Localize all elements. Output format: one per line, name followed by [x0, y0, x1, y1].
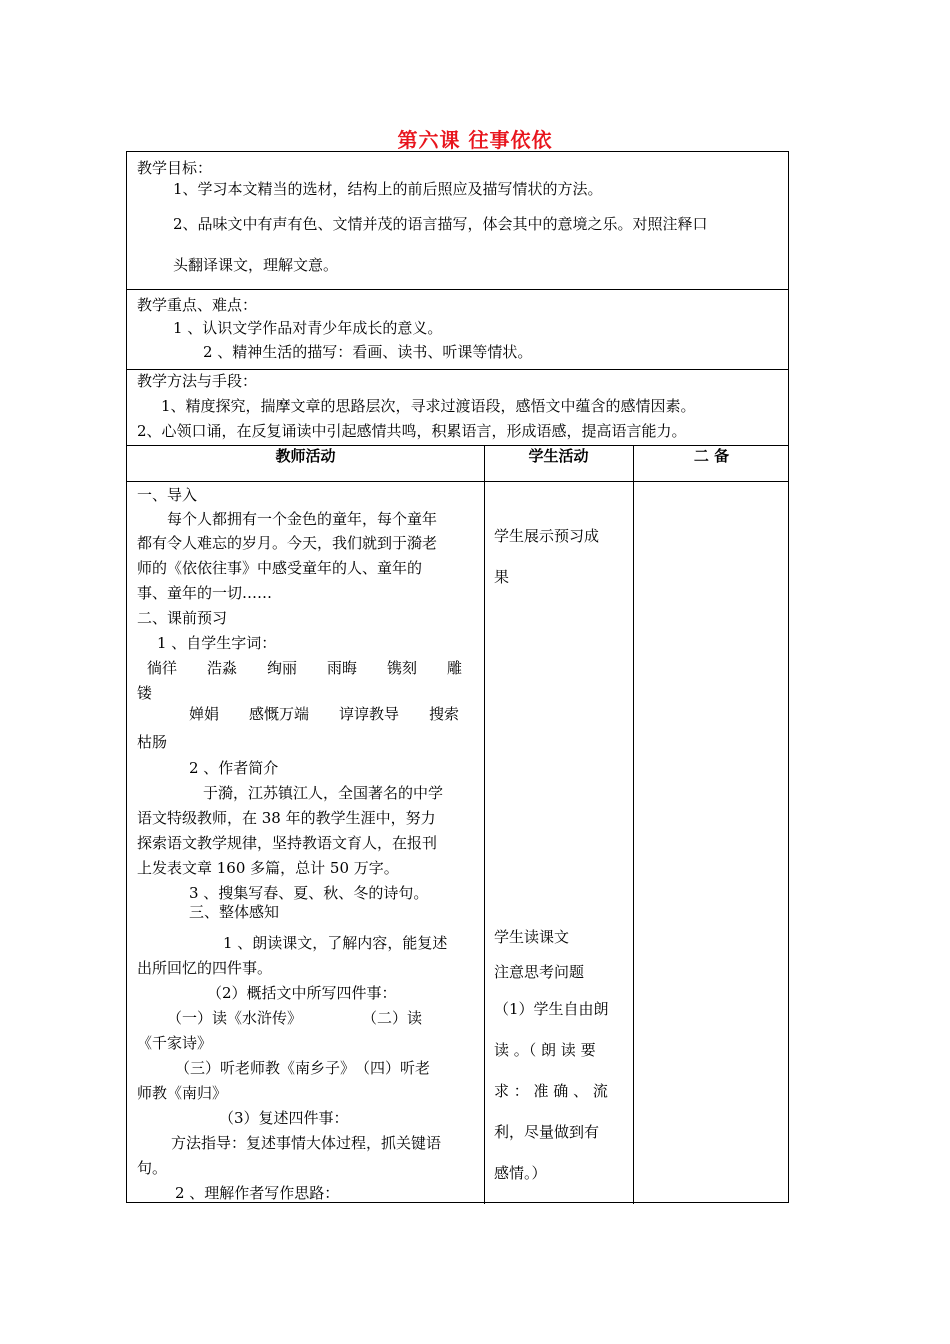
teacher-line: 婵娟 感慨万端 谆谆教导 搜索	[189, 705, 460, 723]
teacher-line: 探索语文教学规律，坚持教语文育人，在报刊	[137, 834, 438, 852]
teacher-line: 徜徉 浩淼 绚丽 雨晦 镌刻 雕	[147, 659, 463, 677]
student-line: 学生读课文	[494, 928, 570, 946]
teacher-line: 三、整体感知	[189, 903, 280, 921]
teacher-line: 上发表文章 160 多篇，总计 50 万字。	[137, 859, 399, 877]
objective-item-2-line-1: 2、品味文中有声有色、文情并茂的语言描写，体会其中的意境之乐。对照注释口	[173, 215, 708, 233]
teacher-line: 出所回忆的四件事。	[137, 959, 273, 977]
student-line: （1）学生自由朗	[494, 1000, 609, 1018]
row-divider	[127, 289, 788, 290]
teacher-line: 师的《依依往事》中感受童年的人、童年的	[137, 559, 423, 577]
student-line: 利，尽量做到有	[494, 1123, 600, 1141]
notes-header: 二 备	[693, 447, 730, 465]
methods-heading: 教学方法与手段：	[137, 372, 258, 390]
row-divider	[127, 369, 788, 370]
teacher-line: 语文特级教师，在 38 年的教学生涯中，努力	[137, 809, 436, 827]
teacher-activity-header: 教师活动	[275, 447, 336, 465]
teacher-line: 方法指导：复述事情大体过程，抓关键语	[171, 1134, 442, 1152]
key-point-item-1: 1 、认识文学作品对青少年成长的意义。	[173, 319, 443, 337]
teacher-line: 1 、朗读课文，了解内容，能复述	[223, 934, 448, 952]
teacher-line: （一）读《水浒传》 （二）读	[167, 1009, 423, 1027]
teacher-line: 都有令人难忘的岁月。今天，我们就到于漪老	[137, 534, 438, 552]
teacher-line: 二、课前预习	[137, 609, 228, 627]
teacher-line: 1 、自学生字词：	[157, 634, 277, 652]
teacher-line: 师教《南归》	[137, 1084, 228, 1102]
teacher-line: 3 、搜集写春、夏、秋、冬的诗句。	[189, 884, 429, 902]
key-point-item-2: 2 、精神生活的描写：看画、读书、听课等情状。	[203, 343, 533, 361]
student-line: 感情。）	[494, 1164, 547, 1182]
key-points-heading: 教学重点、难点：	[137, 296, 258, 314]
method-item-2: 2、心领口诵，在反复诵读中引起感情共鸣，积累语言，形成语感，提高语言能力。	[137, 422, 687, 440]
teacher-line: 《千家诗》	[137, 1034, 213, 1052]
column-divider	[633, 445, 634, 1204]
student-line: 读 。（ 朗 读 要	[494, 1041, 596, 1059]
teacher-line: （2）概括文中所写四件事：	[207, 984, 397, 1002]
page-title: 第六课 往事依依	[397, 128, 553, 152]
student-activity-header: 学生活动	[528, 447, 589, 465]
lesson-plan-table	[126, 151, 789, 1203]
teacher-line: 句。	[137, 1159, 168, 1177]
student-line: 学生展示预习成	[494, 527, 600, 545]
objectives-heading: 教学目标：	[137, 159, 213, 177]
teacher-line: （3）复述四件事：	[219, 1109, 349, 1127]
student-line: 果	[494, 568, 510, 586]
teacher-line: 每个人都拥有一个金色的童年，每个童年	[167, 510, 438, 528]
teacher-line: 一、导入	[137, 486, 198, 504]
row-divider	[127, 445, 788, 446]
teacher-line: 事、童年的一切……	[137, 584, 273, 602]
teacher-line: （三）听老师教《南乡子》 （四）听老	[175, 1059, 431, 1077]
method-item-1: 1、精度探究，揣摩文章的思路层次，寻求过渡语段，感悟文中蕴含的感情因素。	[161, 397, 696, 415]
teacher-line: 于漪，江苏镇江人，全国著名的中学	[203, 784, 444, 802]
row-divider	[127, 481, 788, 482]
teacher-line: 枯肠	[137, 733, 168, 751]
teacher-line: 2 、理解作者写作思路：	[175, 1184, 340, 1202]
student-line: 注意思考问题	[494, 963, 585, 981]
teacher-line: 2 、作者简介	[189, 759, 279, 777]
student-line: 求 ： 准 确 、 流	[494, 1082, 608, 1100]
objective-item-2-line-2: 头翻译课文，理解文意。	[173, 256, 339, 274]
objective-item-1: 1、学习本文精当的选材，结构上的前后照应及描写情状的方法。	[173, 180, 603, 198]
column-divider	[484, 445, 485, 1204]
teacher-line: 镂	[137, 684, 153, 702]
